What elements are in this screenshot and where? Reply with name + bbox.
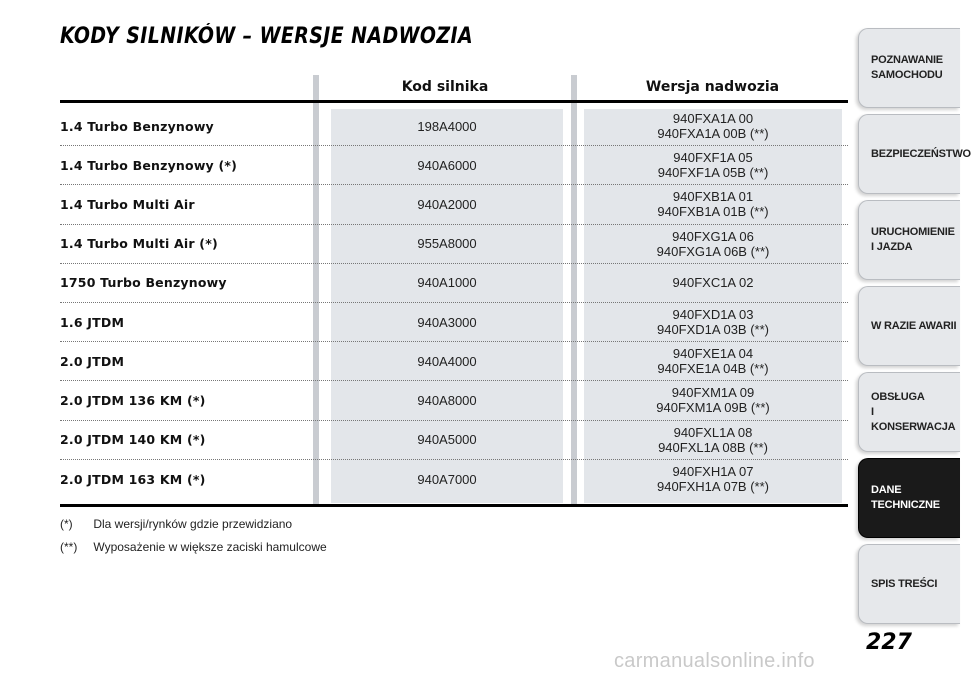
engine-code: 940A4000: [417, 353, 477, 369]
footnote-text: Wyposażenie w większe zaciski hamulcowe: [93, 540, 327, 554]
table-row: [60, 342, 848, 381]
body-version: [584, 342, 842, 380]
engine-code: 940A7000: [417, 471, 477, 487]
chapter-tab[interactable]: [858, 458, 960, 538]
body-version-line: 940FXF1A 05B (**): [657, 165, 769, 181]
table-row: [60, 303, 848, 342]
body-version: [584, 107, 842, 145]
table-row: [60, 107, 848, 146]
body-version-line: 940FXB1A 01: [672, 189, 754, 205]
footnote-single-asterisk: [60, 517, 292, 531]
engine-codes-table: [60, 75, 848, 507]
chapter-tab-label: POZNAWANIE SAMOCHODU: [871, 54, 943, 81]
engine-name: 2.0 JTDM: [60, 353, 125, 369]
body-version-line: 940FXE1A 04B (**): [657, 361, 769, 377]
body-version-line: 940FXD1A 03: [672, 307, 754, 323]
chapter-tab[interactable]: [858, 544, 960, 624]
engine-name: 2.0 JTDM 136 KM (*): [60, 392, 206, 408]
body-version: [584, 460, 842, 499]
body-version-line: 940FXH1A 07: [672, 464, 754, 480]
table-row: [60, 460, 848, 499]
engine-name: 1.4 Turbo Benzynowy: [60, 118, 214, 134]
body-version: [584, 225, 842, 263]
body-version-line: 940FXG1A 06B (**): [656, 243, 770, 259]
body-version-line: 940FXA1A 00: [672, 111, 754, 127]
body-version-line: 940FXE1A 04: [672, 346, 754, 362]
body-version-line: 940FXC1A 02: [672, 275, 754, 291]
watermark: carmanualsonline.info: [614, 650, 815, 672]
engine-code: 940A1000: [417, 275, 477, 291]
table-row: [60, 421, 848, 460]
engine-name: 2.0 JTDM 140 KM (*): [60, 432, 206, 448]
body-version-line: 940FXL1A 08: [673, 424, 753, 440]
table-row: [60, 225, 848, 264]
table-row: [60, 381, 848, 420]
page-number: 227: [866, 630, 912, 655]
chapter-tab[interactable]: [858, 286, 960, 366]
chapter-tab-label: OBSŁUGA I KONSERWACJA: [871, 390, 956, 433]
footnote-mark: (**): [60, 540, 78, 554]
header-engine-code: Kod silnika: [401, 79, 489, 95]
body-version: [584, 381, 842, 419]
footnote-mark: (*): [60, 517, 73, 531]
body-version: [584, 185, 842, 223]
chapter-tab-label: BEZPIECZEŃSTWO: [871, 147, 971, 160]
engine-name: 1.4 Turbo Benzynowy (*): [60, 157, 238, 173]
chapter-tab-label: URUCHOMIENIE I JAZDA: [871, 226, 955, 253]
engine-code: 940A6000: [417, 157, 477, 173]
body-version-line: 940FXH1A 07B (**): [656, 479, 769, 495]
engine-code: 940A8000: [417, 392, 477, 408]
body-version-line: 940FXM1A 09B (**): [656, 400, 770, 416]
engine-name: 2.0 JTDM 163 KM (*): [60, 471, 206, 487]
chapter-tab[interactable]: [858, 200, 960, 280]
body-version-line: 940FXD1A 03B (**): [656, 322, 769, 338]
table-body: [60, 107, 848, 499]
footnote-double-asterisk: [60, 540, 327, 554]
body-version: [584, 303, 842, 341]
engine-code: 940A5000: [417, 432, 477, 448]
body-version: [584, 146, 842, 184]
engine-code: 940A2000: [417, 196, 477, 212]
body-version-line: 940FXM1A 09: [671, 385, 755, 401]
chapter-tabs: [858, 28, 971, 630]
engine-name: 1.4 Turbo Multi Air (*): [60, 236, 218, 252]
page-title: KODY SILNIKÓW – WERSJE NADWOZIA: [60, 24, 474, 49]
table-row: [60, 185, 848, 224]
table-row: [60, 146, 848, 185]
body-version-line: 940FXG1A 06: [672, 228, 754, 244]
engine-code: 955A8000: [417, 236, 477, 252]
body-version-line: 940FXB1A 01B (**): [657, 204, 769, 220]
body-version-line: 940FXF1A 05: [673, 150, 753, 166]
engine-code: 940A3000: [417, 314, 477, 330]
table-row: [60, 264, 848, 303]
chapter-tab[interactable]: [858, 114, 971, 194]
chapter-tab[interactable]: [858, 28, 960, 108]
chapter-tab[interactable]: [858, 372, 960, 452]
engine-name: 1.6 JTDM: [60, 314, 125, 330]
header-body-version: Wersja nadwozia: [645, 79, 780, 95]
chapter-tab-label: SPIS TREŚCI: [871, 577, 938, 590]
table-bottom-rule: [60, 504, 848, 507]
chapter-tab-label: W RAZIE AWARII: [871, 319, 957, 332]
body-version: [584, 264, 842, 302]
engine-name: 1.4 Turbo Multi Air: [60, 196, 195, 212]
engine-name: 1750 Turbo Benzynowy: [60, 275, 227, 291]
footnote-text: Dla wersji/rynków gdzie przewidziano: [93, 517, 293, 531]
body-version-line: 940FXL1A 08B (**): [658, 439, 768, 455]
chapter-tab-label: DANE TECHNICZNE: [871, 484, 940, 511]
body-version-line: 940FXA1A 00B (**): [657, 126, 769, 142]
table-top-rule: [60, 100, 848, 103]
engine-code: 198A4000: [417, 118, 477, 134]
body-version: [584, 421, 842, 459]
